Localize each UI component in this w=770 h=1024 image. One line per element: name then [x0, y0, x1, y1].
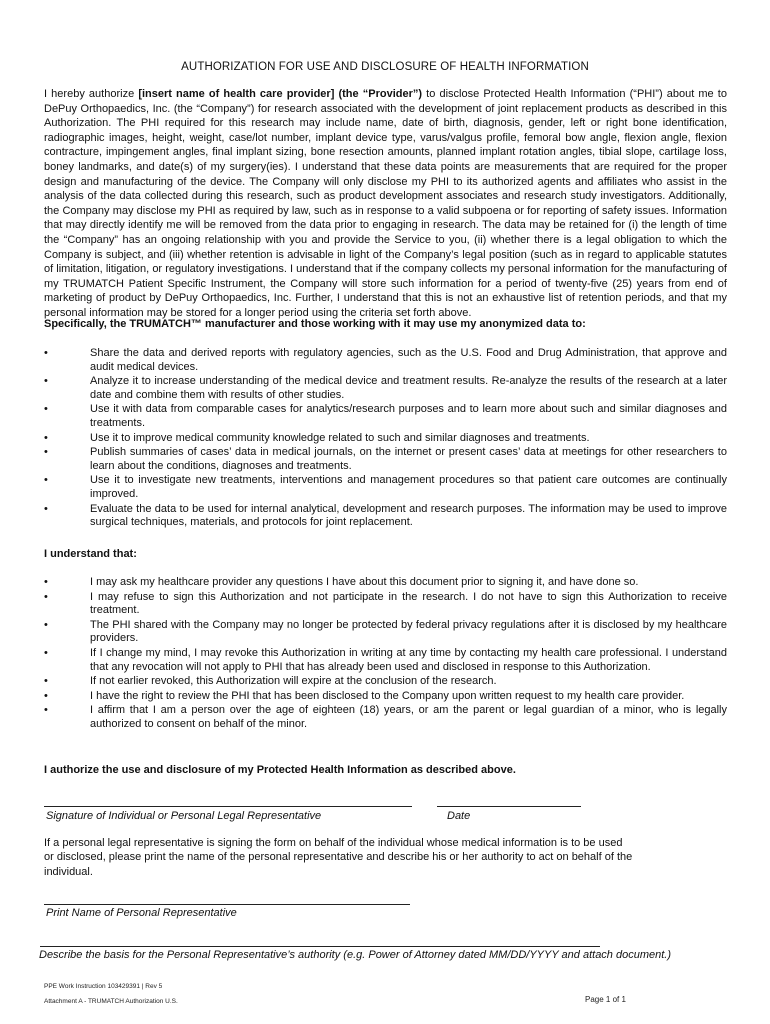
bullet-item [44, 576, 727, 590]
intro-body: to disclose Protected Health Information (“PHI”) about me to DePuy Orthopaedics, Inc. (the “Company”) for research associated with the development of joint replacement products as described in this Authorization. The PHI required for this research may include name, date of birth, diagnosis, gender, left or right bone identification, radiographic images, height, weight, case/lot number, implant device type, varus/valgus profile, femoral bow angle, flexion angle, flexion contracture, impingement angles, final implant sizing, bone resection amounts, planned implant rotation angles, tibial slope, cartilage loss, boney landmarks, and date(s) of my surgery(ies). I understand that these data points are measurements that are required for the proper design and manufacturing of the device. The Company will only disclose my PHI to its authorized agents and affiliates who assist in the analysis of the data collected during this research, such as product development associates and research study investigators. Additionally, the Company may disclose my PHI as required by law, such as in response to a valid subpoena or for reporting of safety issues. Information that may directly identify me will be removed from the data prior to engaging in research. The data may be retained for (i) the length of time the “Company” has an ongoing relationship with you and provide the Service to you, (ii) whether there is a legal obligation to which the Company is subject, and (iii) whether retention is advisable in light of the Company’s legal position (such as in regard to applicable statutes of limitation, litigation, or regulatory investigations. I understand that if the company collects my personal information for the manufacturing of my TRUMATCH Patient Specific Instrument, the Company will store such information for a period of twenty-five (25) years from end of marketing of product by DePuy Orthopaedics, Inc. Further, I understand that this is not an exhaustive list of retention periods, and that my personal information may be stored for a longer period using the criteria set forth above. [44, 88, 727, 319]
bullet-icon: • [44, 446, 48, 459]
print-name-line[interactable] [44, 904, 410, 905]
provider-placeholder: [insert name of health care provider] (the “Provider”) [138, 88, 423, 100]
print-name-label: Print Name of Personal Representative [46, 907, 237, 919]
bullet-text: I have the right to review the PHI that has been disclosed to the Company upon written request to my health care provider. [90, 689, 685, 702]
bullet-icon: • [44, 590, 48, 603]
understand-bullet-list [44, 576, 727, 733]
bullet-text: The PHI shared with the Company may no longer be protected by federal privacy regulations after it is disclosed by my healthcare providers. [90, 618, 727, 645]
signature-label: Signature of Individual or Personal Legal Representative [46, 810, 322, 822]
bullet-icon: • [44, 704, 48, 717]
document-title: AUTHORIZATION FOR USE AND DISCLOSURE OF HEALTH INFORMATION [181, 61, 589, 73]
bullet-item [44, 403, 727, 430]
bullet-item [44, 474, 727, 501]
basis-label: Describe the basis for the Personal Representative’s authority (e.g. Power of Attorney dated MM/DD/YYYY and attach document.) [39, 949, 672, 961]
bullet-icon: • [44, 375, 48, 388]
representative-paragraph: If a personal legal representative is signing the form on behalf of the individual whose medical information is to be used or disclosed, please print the name of the personal representative and describe his or her authority to act on behalf of the individual. [44, 837, 633, 878]
intro-paragraph [44, 87, 727, 321]
bullet-item [44, 347, 727, 374]
bullet-text: If I change my mind, I may revoke this Authorization in writing at any time by contacting my health care professional. I understand that any revocation will not apply to PHI that has already been used and disclosed in response to this Authorization. [90, 646, 727, 673]
bullet-text: Use it with data from comparable cases for analytics/research purposes and to learn more about such and similar diagnoses and treatments. [90, 403, 727, 429]
bullet-text: I affirm that I am a person over the age of eighteen (18) years, or am the parent or legal guardian of a minor, who is legally authorized to consent on behalf of the minor. [90, 704, 727, 730]
bullet-text: I may refuse to sign this Authorization and not participate in the research. I do not have to sign this Authorization to receive treatment. [90, 590, 727, 617]
basis-line[interactable] [40, 946, 600, 947]
bullet-icon: • [44, 431, 48, 444]
signature-line[interactable] [44, 806, 412, 807]
understand-heading: I understand that: [44, 548, 137, 560]
authorize-statement: I authorize the use and disclosure of my Protected Health Information as described above. [44, 764, 516, 776]
bullet-icon: • [44, 347, 48, 359]
footer-work-instruction: PPE Work Instruction 103429391 | Rev 5 [44, 983, 163, 990]
bullet-item [44, 619, 727, 646]
bullet-text: Publish summaries of cases’ data in medical journals, on the internet or present cases’ data at meetings for other researchers to learn about the conditions, diagnoses and treatments. [90, 446, 727, 472]
bullet-text: Use it to improve medical community knowledge related to such and similar diagnoses and treatments. [90, 431, 590, 444]
bullet-item [44, 446, 727, 473]
bullet-icon: • [44, 403, 48, 416]
bullet-item [44, 704, 727, 731]
intro-prefix: I hereby authorize [44, 88, 139, 100]
use-bullet-list [44, 347, 727, 531]
page-number: Page 1 of 1 [585, 995, 626, 1004]
bullet-item [44, 675, 727, 689]
footer-attachment: Attachment A - TRUMATCH Authorization U.S. [44, 998, 178, 1005]
bullet-text: Use it to investigate new treatments, interventions and management procedures so that patient care outcomes are continually improved. [90, 474, 727, 500]
bullet-item [44, 647, 727, 674]
bullet-icon: • [44, 502, 48, 515]
bullet-icon: • [44, 474, 48, 487]
bullet-icon: • [44, 646, 48, 659]
bullet-item [44, 375, 727, 402]
bullet-text: Share the data and derived reports with regulatory agencies, such as the U.S. Food and Drug Administration, that approve and audit medical devices. [90, 347, 727, 373]
bullet-item [44, 432, 727, 446]
date-line[interactable] [437, 806, 581, 807]
bullet-item [44, 503, 727, 530]
date-label: Date [447, 810, 471, 822]
bullet-text: Evaluate the data to be used for internal analytical, development and research purposes. The information may be used to improve surgical techniques, materials, and protocols for joint replacement. [90, 502, 727, 529]
bullet-icon: • [44, 576, 48, 588]
specifically-heading: Specifically, the TRUMATCH™ manufacturer and those working with it may use my anonymized data to: [44, 318, 586, 330]
bullet-icon: • [44, 675, 48, 688]
bullet-icon: • [44, 689, 48, 702]
bullet-item [44, 690, 727, 704]
bullet-item [44, 591, 727, 618]
bullet-icon: • [44, 618, 48, 631]
bullet-text: I may ask my healthcare provider any questions I have about this document prior to signing it, and have done so. [90, 576, 639, 588]
bullet-text: Analyze it to increase understanding of the medical device and treatment results. Re-analyze the results of the research at a later date and combine them with results of other studies. [90, 375, 727, 401]
bullet-text: If not earlier revoked, this Authorization will expire at the conclusion of the research. [90, 675, 497, 688]
